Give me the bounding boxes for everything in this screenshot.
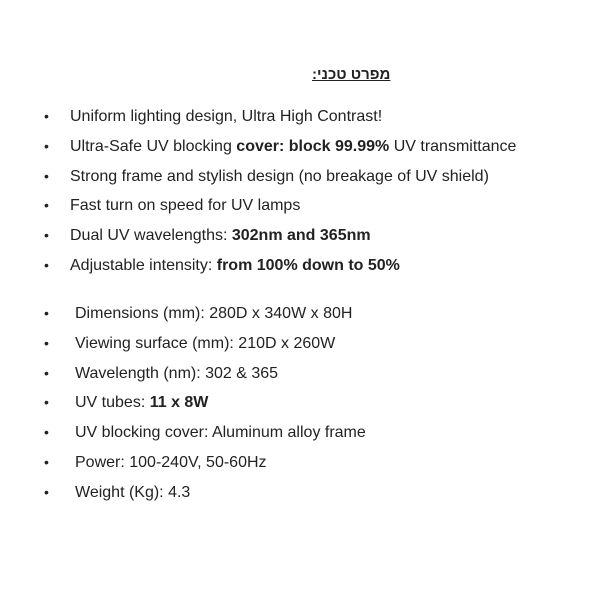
feature-text: Ultra-Safe UV blocking cover: block 99.99% UV transmittance	[70, 137, 517, 155]
spec-item	[0, 299, 600, 329]
specs-list	[0, 299, 600, 508]
spec-text: Weight (Kg): 4.3	[75, 483, 191, 501]
feature-item	[0, 162, 600, 192]
feature-text: Adjustable intensity: from 100% down to 50%	[70, 256, 400, 274]
bullet-icon: •	[44, 108, 49, 124]
spec-text: UV blocking cover: Aluminum alloy frame	[75, 424, 366, 442]
bullet-icon: •	[44, 453, 49, 470]
bullet-icon: •	[44, 483, 49, 500]
spec-item	[0, 359, 600, 389]
spec-item	[0, 448, 600, 478]
spec-text: UV tubes: 11 x 8W	[75, 394, 209, 412]
bullet-icon: •	[44, 394, 49, 411]
bullet-icon: •	[44, 167, 49, 184]
spec-heading: מפרט טכני:	[312, 66, 391, 83]
bullet-icon: •	[44, 256, 49, 273]
feature-text: Strong frame and stylish design (no breakage of UV shield)	[70, 167, 489, 185]
bullet-icon: •	[44, 137, 49, 154]
feature-item	[0, 251, 600, 281]
spec-item	[0, 388, 600, 418]
spec-text: Wavelength (nm): 302 & 365	[75, 364, 279, 382]
feature-item	[0, 191, 600, 221]
spec-item	[0, 329, 600, 359]
feature-item	[0, 132, 600, 162]
bullet-icon: •	[44, 197, 49, 214]
feature-text: Fast turn on speed for UV lamps	[70, 197, 301, 215]
features-list	[0, 102, 600, 281]
bullet-icon: •	[44, 334, 49, 351]
spec-text: Viewing surface (mm): 210D x 260W	[75, 334, 336, 352]
bullet-icon: •	[44, 227, 49, 244]
bullet-icon: •	[44, 305, 49, 321]
spec-text: Power: 100-240V, 50-60Hz	[75, 453, 267, 471]
spec-item	[0, 418, 600, 448]
feature-item	[0, 221, 600, 251]
spec-item	[0, 478, 600, 508]
feature-text: Dual UV wavelengths: 302nm and 365nm	[70, 227, 371, 245]
spec-text: Dimensions (mm): 280D x 340W x 80H	[75, 305, 353, 322]
feature-text: Uniform lighting design, Ultra High Contrast!	[70, 108, 383, 125]
bullet-icon: •	[44, 424, 49, 441]
feature-item	[0, 102, 600, 132]
bullet-icon: •	[44, 364, 49, 381]
